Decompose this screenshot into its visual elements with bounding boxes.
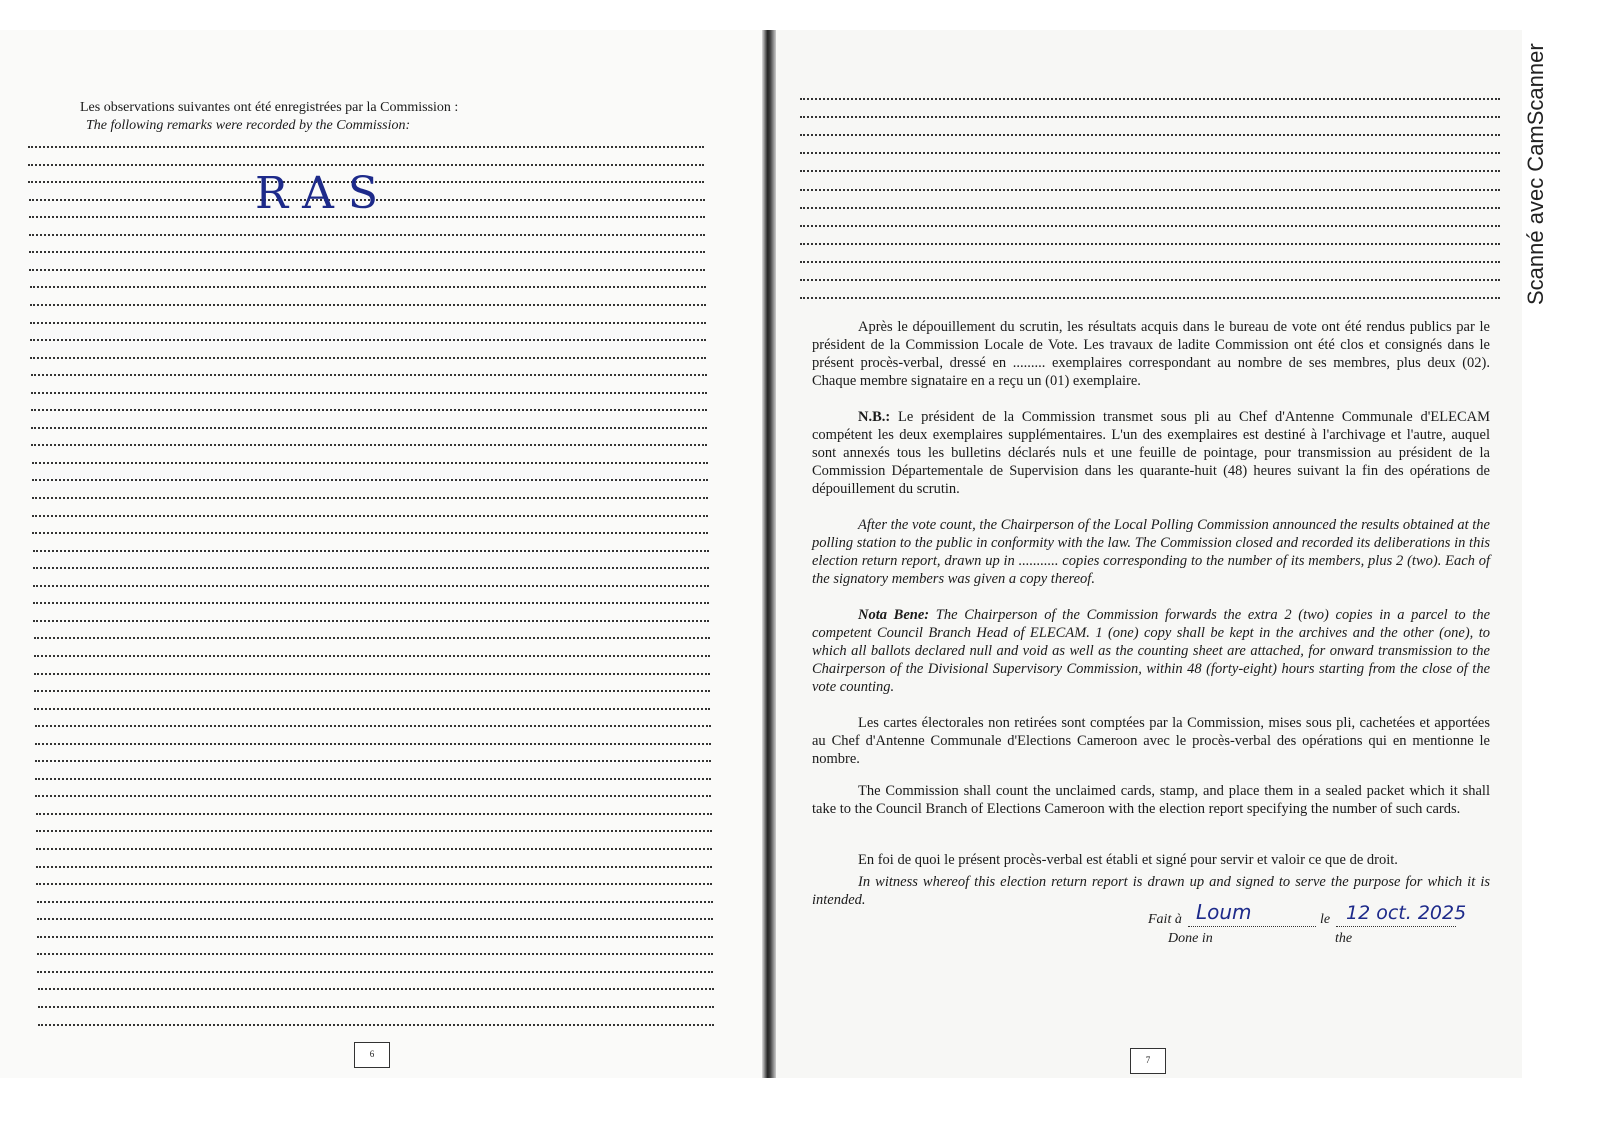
dotted-line bbox=[800, 98, 1500, 100]
dotted-line bbox=[35, 725, 711, 727]
dotted-line bbox=[29, 234, 705, 236]
para-results-en: After the vote count, the Chairperson of the Local Polling Commission announced the results obtained at the polling station to the public in conformity with the law. The Commission closed and recorded its deliberations in this election return report, drawn up in ........... copies corresponding to the number of its members, plus 2 (two). Each of the signatory members was given a copy thereof. bbox=[812, 517, 1490, 587]
handwritten-remark: RAS bbox=[255, 168, 393, 219]
book-spine bbox=[762, 30, 776, 1078]
done-at-label-en: Done in bbox=[1168, 931, 1213, 946]
remarks-heading-fr: Les observations suivantes ont été enregistrées par la Commission : bbox=[80, 100, 459, 115]
page-number-right: 7 bbox=[1130, 1048, 1166, 1074]
dotted-line bbox=[800, 279, 1500, 281]
dotted-line bbox=[800, 225, 1500, 227]
dotted-line bbox=[800, 297, 1500, 299]
dotted-line bbox=[32, 479, 708, 481]
dotted-line bbox=[32, 497, 708, 499]
dotted-line bbox=[31, 392, 707, 394]
dotted-line bbox=[800, 116, 1500, 118]
para-cards-en: The Commission shall count the unclaimed cards, stamp, and place them in a sealed packet which it shall take to the Council Branch of Elections Cameroon with the election report specifying the number of such cards. bbox=[812, 783, 1490, 817]
dotted-line bbox=[36, 813, 712, 815]
dotted-line bbox=[33, 585, 709, 587]
dotted-line bbox=[31, 409, 707, 411]
dotted-line bbox=[29, 269, 705, 271]
dotted-line bbox=[800, 207, 1500, 209]
dotted-line bbox=[32, 462, 708, 464]
dotted-line bbox=[35, 760, 711, 762]
dotted-line bbox=[28, 164, 704, 166]
dotted-line bbox=[38, 1006, 714, 1008]
dotted-line bbox=[30, 322, 706, 324]
dotted-line bbox=[35, 795, 711, 797]
dotted-line bbox=[37, 953, 713, 955]
dotted-line bbox=[38, 1024, 714, 1026]
date-label-fr: le bbox=[1320, 912, 1331, 927]
dotted-line bbox=[34, 690, 710, 692]
dotted-line bbox=[34, 637, 710, 639]
dotted-line bbox=[31, 427, 707, 429]
dotted-line bbox=[34, 673, 710, 675]
dotted-line bbox=[33, 567, 709, 569]
dotted-line bbox=[29, 251, 705, 253]
dotted-line bbox=[37, 918, 713, 920]
dotted-line bbox=[34, 708, 710, 710]
dotted-line bbox=[37, 901, 713, 903]
dotted-line bbox=[36, 883, 712, 885]
dotted-line bbox=[800, 243, 1500, 245]
dotted-line bbox=[800, 134, 1500, 136]
dotted-line bbox=[35, 778, 711, 780]
dotted-line bbox=[800, 189, 1500, 191]
dotted-line bbox=[33, 620, 709, 622]
dotted-line bbox=[36, 866, 712, 868]
para-witness-fr: En foi de quoi le présent procès-verbal est établi et signé pour servir et valoir ce que de droit. bbox=[858, 852, 1398, 868]
dotted-line bbox=[30, 286, 706, 288]
para-witness-en: In witness whereof this election return report is drawn up and signed to serve the purpose for which it is intended. bbox=[812, 874, 1490, 908]
dotted-line bbox=[38, 988, 714, 990]
dotted-line bbox=[30, 304, 706, 306]
dotted-line bbox=[30, 357, 706, 359]
date-dotted-line bbox=[1336, 926, 1456, 927]
camscanner-watermark: Scanné avec CamScanner bbox=[1523, 43, 1548, 305]
dotted-line bbox=[37, 936, 713, 938]
para-nb-fr: N.B.: Le président de la Commission transmet sous pli au Chef d'Antenne Communale d'ELECAM compétent les deux exemplaires supplémentaires. L'un des exemplaires est destiné à l'archivage et l'autre, auquel sont annexés tous les bulletins déclarés nuls et une feuille de pointage, pour transmission au président de la Commission Départementale de Supervision dans les quarante-huit (48) heures suivant la fin des opérations de dépouillement du scrutin. bbox=[812, 409, 1490, 497]
dotted-line bbox=[34, 655, 710, 657]
date-value: 12 oct. 2025 bbox=[1346, 902, 1467, 924]
dotted-line bbox=[33, 602, 709, 604]
dotted-line bbox=[37, 971, 713, 973]
dotted-line bbox=[31, 374, 707, 376]
dotted-line bbox=[32, 532, 708, 534]
date-label-en: the bbox=[1335, 931, 1353, 946]
page-number-left: 6 bbox=[354, 1042, 390, 1068]
dotted-line bbox=[28, 146, 704, 148]
done-at-value: Loum bbox=[1196, 900, 1252, 924]
done-at-dotted-line bbox=[1188, 926, 1316, 927]
dotted-line bbox=[30, 339, 706, 341]
dotted-line bbox=[36, 830, 712, 832]
remarks-heading-en: The following remarks were recorded by the Commission: bbox=[86, 118, 411, 133]
dotted-line bbox=[31, 444, 707, 446]
para-cards-fr: Les cartes électorales non retirées sont comptées par la Commission, mises sous pli, cachetées et apportées au Chef d'Antenne Communale d'Elections Cameroon avec le procès-verbal des opérations qui en mentionne le nombre. bbox=[812, 715, 1490, 767]
dotted-line bbox=[800, 261, 1500, 263]
dotted-line bbox=[33, 550, 709, 552]
dotted-line bbox=[800, 152, 1500, 154]
para-results-fr: Après le dépouillement du scrutin, les résultats acquis dans le bureau de vote ont été rendus publics par le président de la Commission Locale de Vote. Les travaux de ladite Commission ont été clos et consignés dans le présent procès-verbal, dressé en ......... exemplaires correspondant au nombre de ses membres, plus deux (02). Chaque membre signataire en a reçu un (01) exemplaire. bbox=[812, 319, 1490, 389]
dotted-line bbox=[35, 743, 711, 745]
dotted-line bbox=[32, 515, 708, 517]
para-nota-bene-en: Nota Bene: The Chairperson of the Commission forwards the extra 2 (two) copies in a parcel to the competent Council Branch Head of ELECAM. 1 (one) copy shall be kept in the archives and the other (one), to which all ballots declared null and void as well as the counting sheet are attached, for onward transmission to the Chairperson of the Divisional Supervisory Commission, within 48 (forty-eight) hours starting from the close of the vote counting. bbox=[812, 607, 1491, 695]
done-at-label-fr: Fait à bbox=[1148, 912, 1182, 927]
dotted-line bbox=[36, 848, 712, 850]
dotted-line bbox=[800, 170, 1500, 172]
